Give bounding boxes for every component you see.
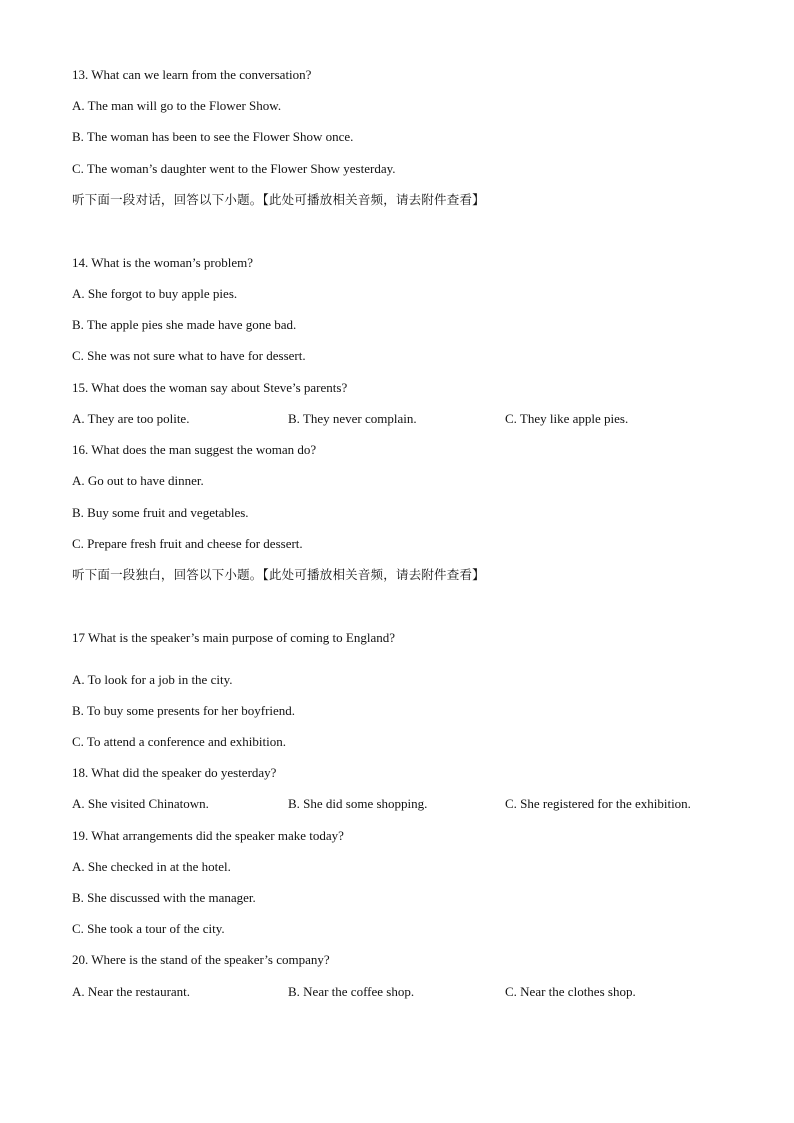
question-20-option-a: A. Near the restaurant. — [72, 984, 191, 999]
question-17-option-a: A. To look for a job in the city. — [72, 672, 233, 687]
question-13-option-b: B. The woman has been to see the Flower Show once. — [72, 129, 354, 144]
question-17-option-c: C. To attend a conference and exhibition. — [72, 734, 286, 749]
question-15-stem: 15. What does the woman say about Steve’s parents? — [72, 380, 348, 395]
question-17-option-b: B. To buy some presents for her boyfriend. — [72, 703, 296, 718]
question-19-stem: 19. What arrangements did the speaker make today? — [72, 828, 344, 843]
question-13-option-c: C. The woman’s daughter went to the Flower Show yesterday. — [72, 161, 396, 176]
question-15-option-c: C. They like apple pies. — [505, 411, 629, 426]
question-19-option-a: A. She checked in at the hotel. — [72, 859, 231, 874]
question-19-option-c: C. She took a tour of the city. — [72, 921, 225, 936]
question-16-option-b: B. Buy some fruit and vegetables. — [72, 505, 249, 520]
listening-instruction-monologue: 听下面一段独白，回答以下小题。【此处可播放相关音频，请去附件查看】 — [72, 567, 485, 582]
question-13-stem: 13. What can we learn from the conversation? — [72, 67, 312, 82]
question-20-option-c: C. Near the clothes shop. — [505, 984, 636, 999]
question-14-option-b: B. The apple pies she made have gone bad. — [72, 317, 297, 332]
listening-instruction-dialogue: 听下面一段对话，回答以下小题。【此处可播放相关音频，请去附件查看】 — [72, 192, 485, 207]
question-19-option-b: B. She discussed with the manager. — [72, 890, 256, 905]
question-16-option-a: A. Go out to have dinner. — [72, 473, 204, 488]
question-18-stem: 18. What did the speaker do yesterday? — [72, 765, 277, 780]
question-14-option-c: C. She was not sure what to have for dessert. — [72, 348, 306, 363]
question-15-option-b: B. They never complain. — [288, 411, 417, 426]
question-14-option-a: A. She forgot to buy apple pies. — [72, 286, 238, 301]
question-20-option-b: B. Near the coffee shop. — [288, 984, 415, 999]
question-14-stem: 14. What is the woman’s problem? — [72, 255, 254, 270]
question-18-option-a: A. She visited Chinatown. — [72, 796, 209, 811]
question-16-option-c: C. Prepare fresh fruit and cheese for dessert. — [72, 536, 303, 551]
question-13-option-a: A. The man will go to the Flower Show. — [72, 98, 282, 113]
question-18-option-c: C. She registered for the exhibition. — [505, 796, 691, 811]
question-15-option-a: A. They are too polite. — [72, 411, 190, 426]
question-16-stem: 16. What does the man suggest the woman do? — [72, 442, 317, 457]
question-17-stem: 17 What is the speaker’s main purpose of coming to England? — [72, 630, 396, 645]
question-18-option-b: B. She did some shopping. — [288, 796, 428, 811]
question-20-stem: 20. Where is the stand of the speaker’s company? — [72, 952, 330, 967]
